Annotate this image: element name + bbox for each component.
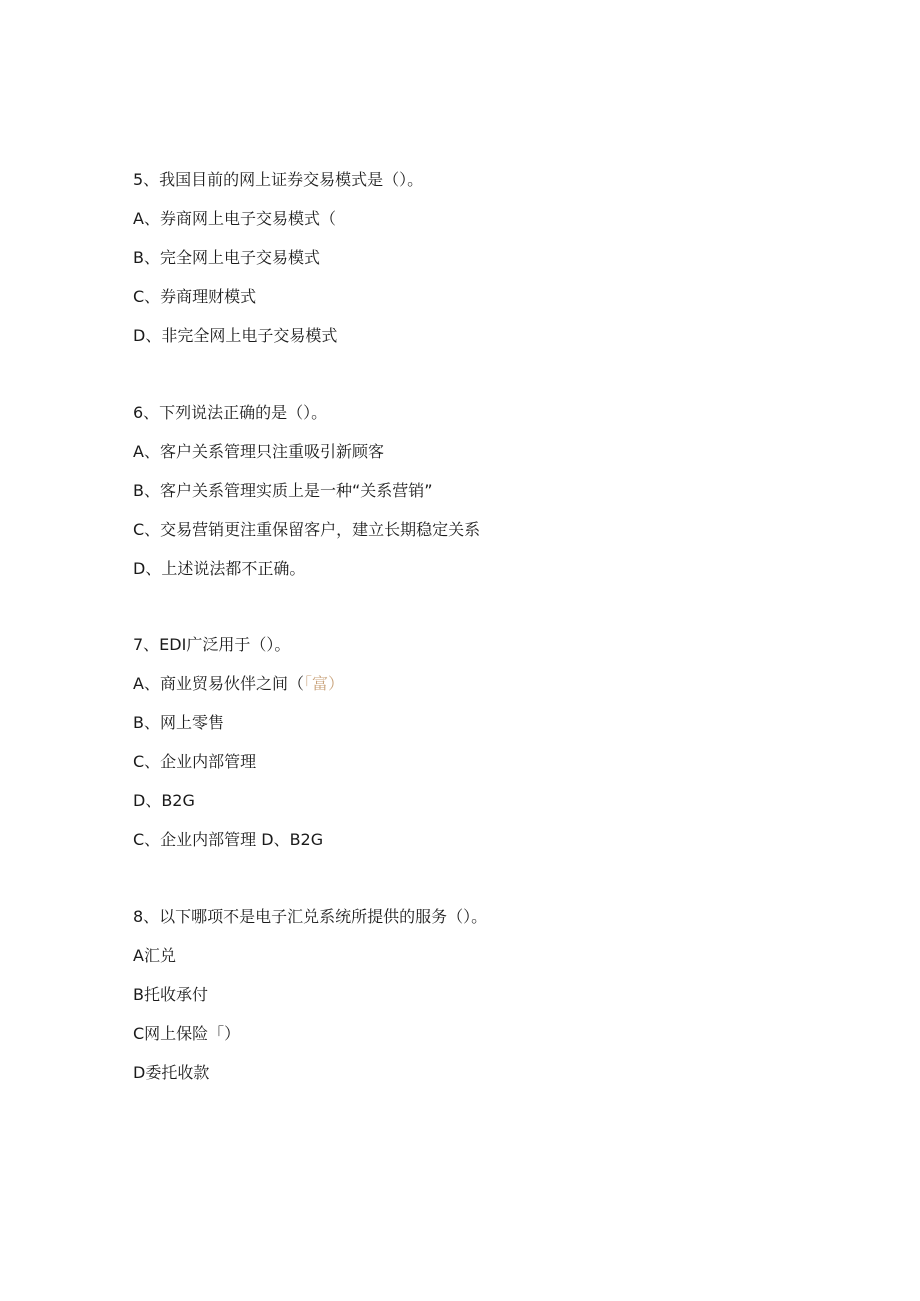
question-7: [133, 634, 833, 851]
handwritten-mark: 「富）: [303, 674, 344, 693]
option-b: B、客户关系管理实质上是一种“关系营销”: [133, 481, 433, 500]
option-a: [133, 673, 833, 695]
option-a: A、客户关系管理只注重吸引新顾客: [133, 442, 384, 461]
question-stem: 8、以下哪项不是电子汇兑系统所提供的服务（）。: [133, 907, 488, 926]
question-stem: 7、EDI广泛用于（）。: [133, 635, 291, 654]
question-stem: 5、我国目前的网上证券交易模式是（）。: [133, 170, 424, 189]
option-c: C、企业内部管理: [133, 752, 257, 771]
option-b: B托收承付: [133, 985, 208, 1004]
option-a: A、券商网上电子交易模式（: [133, 209, 336, 228]
option-c: C、交易营销更注重保留客户，建立长期稳定关系: [133, 520, 481, 539]
question-stem: 6、下列说法正确的是（）。: [133, 403, 328, 422]
option-d: D委托收款: [133, 1063, 210, 1082]
option-c: C网上保险「）: [133, 1024, 241, 1043]
option-a-text: A、商业贸易伙伴之间（: [133, 674, 304, 693]
option-d: D、B2G: [133, 791, 195, 810]
question-6: [133, 402, 833, 580]
option-d: D、上述说法都不正确。: [133, 559, 306, 578]
option-c: C、券商理财模式: [133, 287, 257, 306]
option-b: B、完全网上电子交易模式: [133, 248, 320, 267]
option-a: A汇兑: [133, 946, 176, 965]
option-b: B、网上零售: [133, 713, 224, 732]
option-extra-line: C、企业内部管理 D、B2G: [133, 830, 324, 849]
question-8: [133, 906, 833, 1084]
option-d: D、非完全网上电子交易模式: [133, 326, 338, 345]
question-5: [133, 169, 833, 347]
